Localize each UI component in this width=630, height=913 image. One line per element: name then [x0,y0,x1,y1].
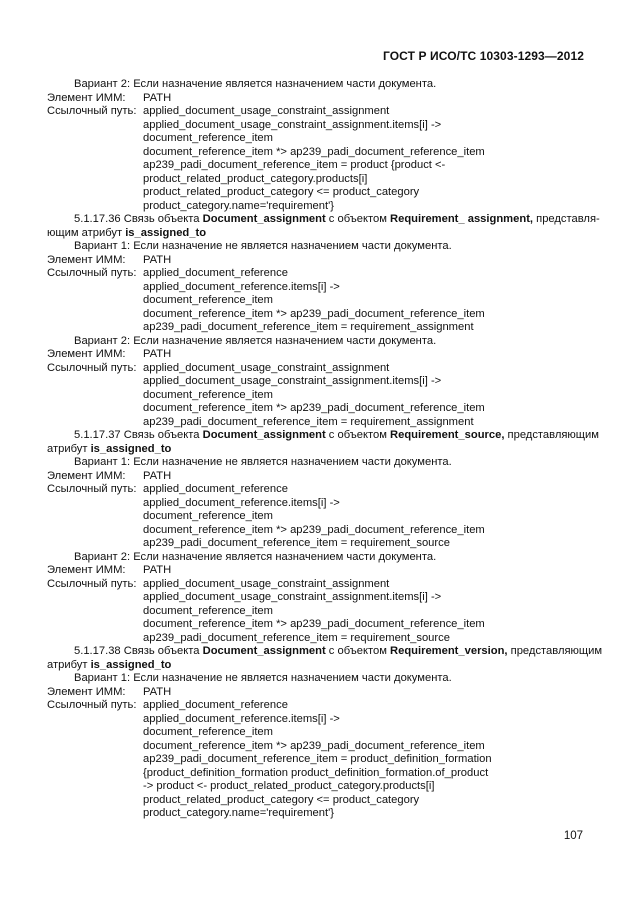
ref-path-line: -> product <- product_related_product_category.products[i] [143,780,435,792]
ref-path-row [47,267,587,335]
elem-label: Элемент ИММ: [47,253,126,266]
ref-path-line: document_reference_item *> ap239_padi_document_reference_item [143,145,485,158]
ref-path-line: document_reference_item [143,604,273,617]
section-heading [47,429,599,443]
section-heading-text: с объектом [325,645,391,657]
ref-path-label: Ссылочный путь: [47,105,137,117]
ref-path-row [47,699,587,821]
section-heading [47,213,600,227]
section-heading-text: атрибут [47,442,91,455]
section-heading-cont [47,227,587,241]
variant-line: Вариант 2: Если назначение является назначением части документа. [74,78,437,90]
attribute-name: is_assigned_to [90,442,172,455]
ref-path-label: Ссылочный путь: [47,267,137,279]
ref-path-label: Ссылочный путь: [47,361,137,374]
section-heading-text: представляющим [507,645,603,657]
ref-path-line: ap239_padi_document_reference_item = requirement_assignment [143,321,474,333]
section-heading-text: 5.1.17.37 Связь объекта [74,429,203,441]
section-heading-text: с объектом [325,213,391,225]
document-body [47,78,603,821]
elem-value: PATH [143,564,172,576]
ref-path-lines [143,483,587,551]
section-heading-cont [47,659,587,673]
section-heading [47,645,603,659]
ref-path-line: document_reference_item [143,510,273,522]
attribute-name: is_assigned_to [90,658,172,671]
ref-path-row [47,483,587,551]
section-heading-text: 5.1.17.38 Связь объекта [74,645,203,657]
ref-path-line: document_reference_item *> ap239_padi_document_reference_item [143,523,485,536]
attribute-name: is_assigned_to [125,226,207,239]
ref-path-line: ap239_padi_document_reference_item = requirement_source [143,537,450,549]
ref-path-line: document_reference_item *> ap239_padi_document_reference_item [143,618,485,630]
section-heading-text: ющим атрибут [47,226,126,239]
ref-path-lines [143,362,587,430]
elem-value: PATH [143,348,172,360]
ref-path-line: document_reference_item [143,294,273,306]
ref-path-label: Ссылочный путь: [47,483,137,495]
ref-path-line: product_category.name='requirement'} [143,807,334,819]
ref-path-line: applied_document_reference.items[i] -> [143,280,340,293]
ref-path-line: document_reference_item *> ap239_padi_document_reference_item [143,739,485,752]
elem-row [47,92,587,106]
ref-path-line: ap239_padi_document_reference_item = requirement_assignment [143,415,474,428]
variant-line: Вариант 2: Если назначение является назначением части документа. [74,334,437,347]
elem-row [47,348,587,362]
ref-path-line: product_related_product_category.products[i] [143,172,368,185]
entity-name: Document_assignment [202,429,326,441]
ref-path-line: ap239_padi_document_reference_item = product_definition_formation [143,753,492,765]
ref-path-lines [143,578,587,646]
ref-path-lines [143,267,587,335]
ref-path-line: product_category.name='requirement'} [143,199,334,212]
ref-path-line: applied_document_usage_constraint_assignment.items[i] -> [143,118,442,131]
ref-path-line: document_reference_item *> ap239_padi_document_reference_item [143,402,485,414]
elem-label: Элемент ИММ: [47,91,126,104]
elem-label: Элемент ИММ: [47,564,126,576]
elem-label: Элемент ИММ: [47,348,126,360]
ref-path-line: product_related_product_category <= product_category [143,793,420,806]
ref-path-line: applied_document_reference [143,699,288,711]
ref-path-label: Ссылочный путь: [47,699,137,711]
variant-line: Вариант 1: Если назначение не является назначением части документа. [74,456,452,468]
elem-row [47,564,587,578]
section-heading-text: представля- [533,213,600,225]
elem-label: Элемент ИММ: [47,685,126,698]
ref-path-line: applied_document_reference.items[i] -> [143,496,340,509]
ref-path-line: applied_document_reference [143,483,288,495]
ref-path-line: document_reference_item [143,388,273,401]
elem-row [47,686,587,700]
ref-path-line: ap239_padi_document_reference_item = requirement_source [143,631,450,644]
ref-path-row [47,578,587,646]
entity-name: Requirement_ assignment, [390,213,534,225]
elem-row [47,254,587,268]
ref-path-line: applied_document_usage_constraint_assignment [143,361,390,374]
entity-name: Requirement_source, [390,429,505,441]
ref-path-line: {product_definition_formation product_definition_formation.of_product [143,766,489,779]
section-heading-text: 5.1.17.36 Связь объекта [74,213,203,225]
variant-line: Вариант 1: Если назначение не является назначением части документа. [74,240,452,252]
ref-path-row [47,105,587,213]
section-heading-cont [47,443,587,457]
ref-path-line: applied_document_reference [143,267,288,279]
variant-line: Вариант 1: Если назначение не является назначением части документа. [74,672,452,684]
entity-name: Document_assignment [202,213,326,225]
ref-path-lines [143,105,587,213]
elem-value: PATH [143,253,172,266]
ref-path-line: document_reference_item *> ap239_padi_document_reference_item [143,307,485,320]
ref-path-line: product_related_product_category <= product_category [143,186,420,198]
ref-path-line: document_reference_item [143,132,273,144]
page-number: 107 [563,830,583,842]
elem-value: PATH [143,685,172,698]
ref-path-line: applied_document_reference.items[i] -> [143,712,340,725]
entity-name: Document_assignment [202,645,326,657]
ref-path-line: applied_document_usage_constraint_assignment [143,577,390,590]
ref-path-line: applied_document_usage_constraint_assignment [143,105,390,117]
elem-value: PATH [143,91,172,104]
document-header: ГОСТ Р ИСО/ТС 10303-1293—2012 [383,49,584,63]
variant-line: Вариант 2: Если назначение является назначением части документа. [74,550,437,563]
elem-row [47,470,587,484]
ref-path-line: ap239_padi_document_reference_item = product {product <- [143,159,446,171]
ref-path-line: applied_document_usage_constraint_assignment.items[i] -> [143,375,442,387]
ref-path-row [47,362,587,430]
entity-name: Requirement_version, [390,645,508,657]
elem-value: PATH [143,469,172,482]
ref-path-lines [143,699,587,821]
ref-path-label: Ссылочный путь: [47,577,137,590]
elem-label: Элемент ИММ: [47,469,126,482]
ref-path-line: document_reference_item [143,726,273,738]
section-heading-text: атрибут [47,658,91,671]
ref-path-line: applied_document_usage_constraint_assignment.items[i] -> [143,591,442,603]
section-heading-text: с объектом [325,429,391,441]
section-heading-text: представляющим [504,429,599,441]
